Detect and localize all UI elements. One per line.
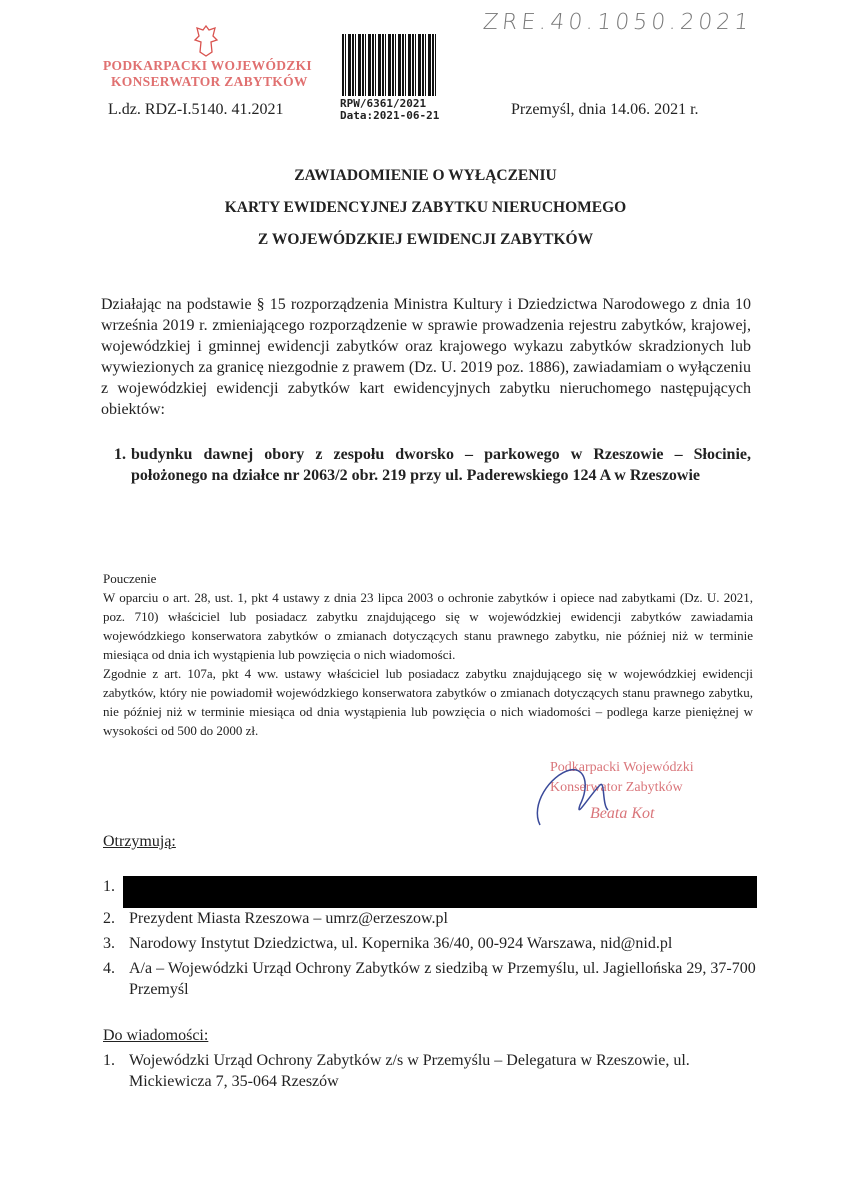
pouczenie [103,569,753,740]
stamp-line2: Konserwator Zabytków [550,780,683,795]
email-link[interactable]: nid@nid.pl [600,935,673,952]
recipient-item [103,933,783,954]
pouczenie-heading: Pouczenie [103,571,157,586]
item-number: 1. [114,446,126,463]
item-number: 2. [103,910,115,927]
item-text: budynku dawnej obory z zespołu dworsko – parkowego w Rzeszowie – Słocinie, położonego na działce nr 2063/2 obr. 219 przy ul. Paderewskiego 124 A w Rzeszowie [131,446,751,484]
redaction-bar [123,876,757,908]
stamp-line1: Podkarpacki Wojewódzki [550,760,694,775]
recipient-text: Narodowy Instytut Dziedzictwa, ul. Kopernika 36/40, 00-924 Warszawa, [129,935,601,952]
signatory-name: Beata Kot [590,805,655,822]
reference-number: L.dz. RDZ-I.5140. 41.2021 [108,101,284,118]
document-title [0,160,851,256]
barcode [342,34,438,96]
handwritten-signature-icon [530,765,640,835]
title-line: Z WOJEWÓDZKIEJ EWIDENCJI ZABYTKÓW [257,231,594,248]
item-number: 3. [103,935,115,952]
letterhead-line2: KONSERWATOR ZABYTKÓW [111,74,308,89]
pouczenie-paragraph: Zgodnie z art. 107a, pkt 4 ww. ustawy właściciel lub posiadacz zabytku znajdującego się w wojewódzkiej ewidencji zabytków, który nie powiadomił wojewódzkiego konserwatora zabytków o zmianach dotyczących stanu prawnego zabytku, nie później niż w terminie miesiąca od dnia wystąpienia lub powzięcia o nich wiadomości – podlega karze pieniężnej w wysokości od 500 do 2000 zł. [103,666,753,738]
title-line: ZAWIADOMIENIE O WYŁĄCZENIU [294,167,557,184]
item-number: 1. [103,1052,115,1069]
item-number: 4. [103,960,115,977]
cc-text: Wojewódzki Urząd Ochrony Zabytków z/s w Przemyślu – Delegatura w Rzeszowie, ul. Mickiewicza 7, 35-064 Rzeszów [129,1052,690,1090]
barcode-number: RPW/6361/2021 [340,97,427,110]
recipient-item [103,908,783,929]
recipient-item [103,958,783,1000]
letterhead-line1: PODKARPACKI WOJEWÓDZKI [103,58,312,73]
pouczenie-paragraph: W oparciu o art. 28, ust. 1, pkt 4 ustawy z dnia 23 lipca 2003 o ochronie zabytków i opiece nad zabytkami (Dz. U. 2021, poz. 710) właściciel lub posiadacz zabytku znajdującego się w wojewódzkiej ewidencji zabytków zawiadamia wojewódzkiego konserwatora zabytków o zmianach dotyczących stanu prawnego zabytku, nie później niż w terminie miesiąca od dnia ich wystąpienia lub powzięcia o nich wiadomości. [103,590,753,662]
recipient-text: Prezydent Miasta Rzeszowa – [129,910,326,927]
recipient-text: A/a – Wojewódzki Urząd Ochrony Zabytków z siedzibą w Przemyślu, ul. Jagiellońska 29, 37-700 Przemyśl [129,960,756,998]
object-item [114,444,751,486]
letterhead [103,58,312,90]
barcode-label [340,98,439,122]
handwritten-reference: ZRE.40.1050.2021 [481,10,754,35]
email-link[interactable]: umrz@erzeszow.pl [325,910,448,927]
barcode-date: Data:2021-06-21 [340,109,440,122]
cc-list [103,1050,723,1096]
cc-heading: Do wiadomości: [103,1027,209,1044]
recipients-heading: Otrzymują: [103,833,176,850]
body-paragraph: Działając na podstawie § 15 rozporządzenia Ministra Kultury i Dziedzictwa Narodowego z dnia 10 września 2019 r. zmieniającego rozporządzenie w sprawie prowadzenia rejestru zabytków, krajowej, wojewódzkiej i gminnej ewidencji zabytków oraz krajowego wykazu zabytków skradzionych lub wywiezionych za granicę niezgodnie z prawem (Dz. U. 2019 poz. 1886), zawiadamiam o wyłączeniu z wojewódzkiej ewidencji zabytków kart ewidencyjnych zabytku nieruchomego następujących obiektów: [101,296,751,418]
cc-item [103,1050,723,1092]
eagle-emblem-icon [193,24,219,58]
place-date: Przemyśl, dnia 14.06. 2021 r. [511,101,699,118]
item-number: 1. [103,878,115,895]
title-line: KARTY EWIDENCYJNEJ ZABYTKU NIERUCHOMEGO [224,199,627,216]
